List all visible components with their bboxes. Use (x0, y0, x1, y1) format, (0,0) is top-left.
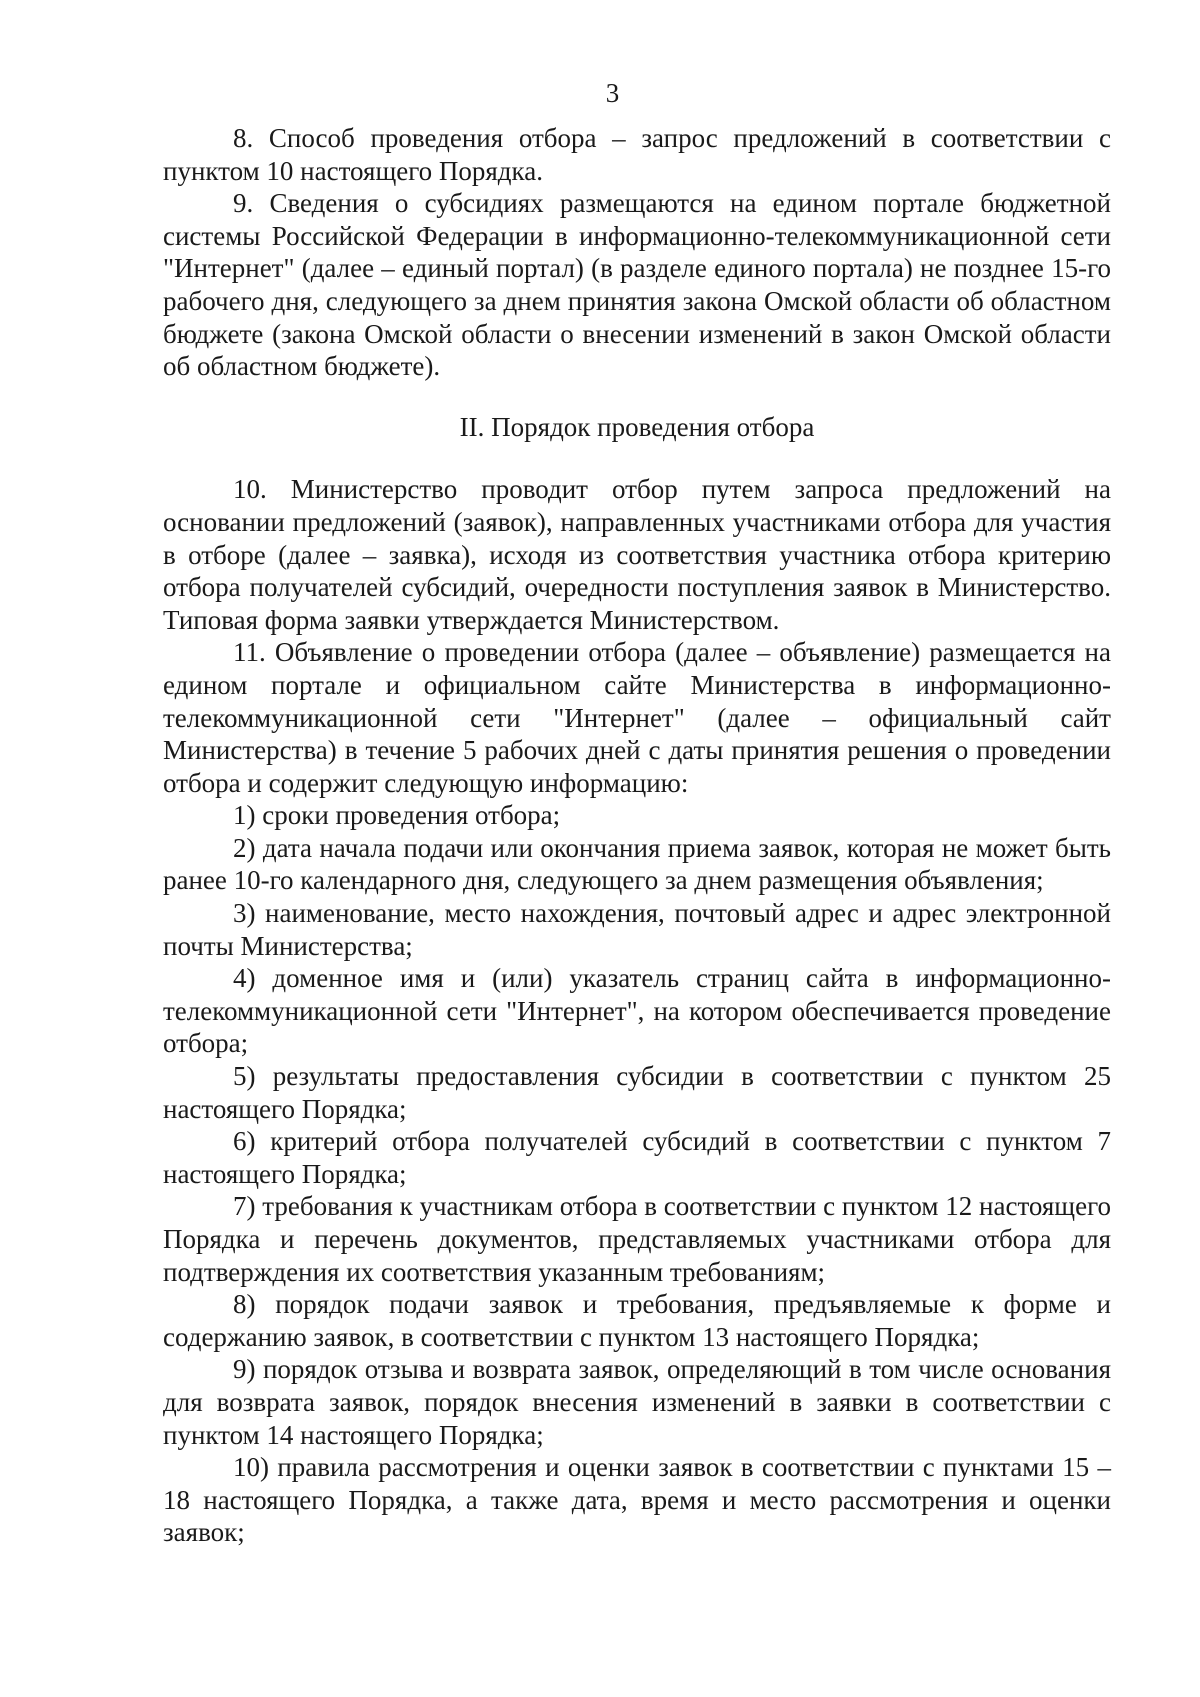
paragraph-11: 11. Объявление о проведении отбора (далее – объявление) размещается на едином портале и официальном сайте Министерства в информационно-телекоммуникационной сети "Интернет" (далее – официальный сайт Министерства) в течение 5 рабочих дней с даты принятия решения о проведении отбора и содержит следующую информацию: (163, 637, 1111, 798)
paragraph-10: 10. Министерство проводит отбор путем запроса предложений на основании предложений (заявок), направленных участниками отбора для участия в отборе (далее – заявка), исходя из соответствия участника отбора критерию отбора получателей субсидий, очередности поступления заявок в Министерство. Типовая форма заявки утверждается Министерством. (163, 474, 1111, 635)
list-item-6: 6) критерий отбора получателей субсидий в соответствии с пунктом 7 настоящего Порядка; (163, 1126, 1111, 1189)
paragraph-9: 9. Сведения о субсидиях размещаются на едином портале бюджетной системы Российской Федерации в информационно-телекоммуникационной сети "Интернет" (далее – единый портал) (в разделе единого портала) не позднее 15-го рабочего дня, следующего за днем принятия закона Омской области об областном бюджете (закона Омской области о внесении изменений в закон Омской области об областном бюджете). (163, 188, 1111, 382)
document-body (163, 122, 1111, 1549)
list-item-1: 1) сроки проведения отбора; (233, 800, 561, 831)
list-item-3: 3) наименование, место нахождения, почтовый адрес и адрес электронной почты Министерства; (163, 898, 1111, 961)
list-item-4: 4) доменное имя и (или) указатель страниц сайта в информационно-телекоммуникационной сети "Интернет", на котором обеспечивается проведение отбора; (163, 963, 1111, 1059)
list-item-5: 5) результаты предоставления субсидии в соответствии с пунктом 25 настоящего Порядка; (163, 1061, 1111, 1124)
list-item-10: 10) правила рассмотрения и оценки заявок в соответствии с пунктами 15 – 18 настоящего Порядка, а также дата, время и место рассмотрения и оценки заявок; (163, 1452, 1111, 1548)
paragraph-8: 8. Способ проведения отбора – запрос предложений в соответствии с пунктом 10 настоящего Порядка. (163, 123, 1111, 186)
list-item-8: 8) порядок подачи заявок и требования, предъявляемые к форме и содержанию заявок, в соответствии с пунктом 13 настоящего Порядка; (163, 1289, 1111, 1352)
list-item-2: 2) дата начала подачи или окончания приема заявок, которая не может быть ранее 10-го календарного дня, следующего за днем размещения объявления; (163, 832, 1111, 896)
section-heading: II. Порядок проведения отбора (459, 411, 815, 442)
list-item-9: 9) порядок отзыва и возврата заявок, определяющий в том числе основания для возврата заявок, порядок внесения изменений в заявки в соответствии с пунктом 14 настоящего Порядка; (163, 1354, 1111, 1450)
page-number: 3 (605, 78, 620, 108)
list-item-7: 7) требования к участникам отбора в соответствии с пунктом 12 настоящего Порядка и перечень документов, представляемых участниками отбора для подтверждения их соответствия указанным требованиям; (163, 1191, 1111, 1287)
